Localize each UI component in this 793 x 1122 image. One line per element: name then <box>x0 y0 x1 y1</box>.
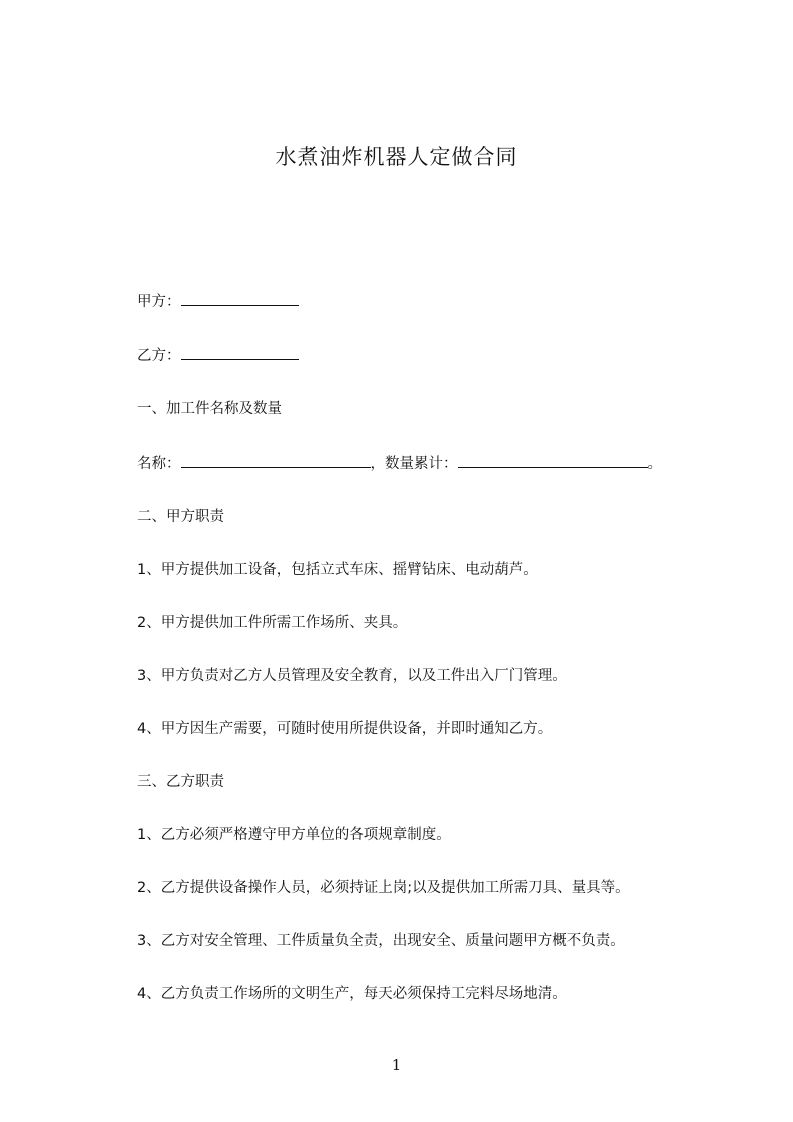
party-b-duty-item: 2、乙方提供设备操作人员，必须持证上岗;以及提供加工所需刀具、量具等。 <box>137 880 630 896</box>
quantity-end: 。 <box>647 456 662 472</box>
party-b-duty-item: 3、乙方对安全管理、工件质量负全责，出现安全、质量问题甲方概不负责。 <box>137 933 625 949</box>
party-a-duty-item: 2、甲方提供加工件所需工作场所、夹具。 <box>137 615 408 631</box>
name-blank <box>181 452 371 468</box>
party-a-line <box>137 290 299 313</box>
party-a-duty-item: 4、甲方因生产需要，可随时使用所提供设备，并即时通知乙方。 <box>137 721 553 737</box>
section-1-heading: 一、加工件名称及数量 <box>137 401 282 417</box>
party-a-label: 甲方： <box>137 294 181 310</box>
party-b-duty-item: 4、乙方负责工作场所的文明生产，每天必须保持工完料尽场地清。 <box>137 986 567 1002</box>
party-a-duty-item: 3、甲方负责对乙方人员管理及安全教育，以及工件出入厂门管理。 <box>137 668 567 684</box>
name-quantity-line <box>137 452 662 475</box>
name-label: 名称： <box>137 456 181 472</box>
party-b-blank <box>181 344 299 360</box>
party-a-blank <box>181 290 299 306</box>
party-b-line <box>137 344 299 367</box>
quantity-blank <box>458 452 648 468</box>
document-title: 水煮油炸机器人定做合同 <box>275 145 518 169</box>
party-b-label: 乙方： <box>137 348 181 364</box>
section-3-heading: 三、乙方职责 <box>137 774 224 790</box>
quantity-label: ，数量累计： <box>370 456 458 472</box>
section-2-heading: 二、甲方职责 <box>137 509 224 525</box>
party-b-duty-item: 1、乙方必须严格遵守甲方单位的各项规章制度。 <box>137 827 451 843</box>
page-number: 1 <box>391 1056 402 1074</box>
party-a-duty-item: 1、甲方提供加工设备，包括立式车床、摇臂钻床、电动葫芦。 <box>137 562 538 578</box>
